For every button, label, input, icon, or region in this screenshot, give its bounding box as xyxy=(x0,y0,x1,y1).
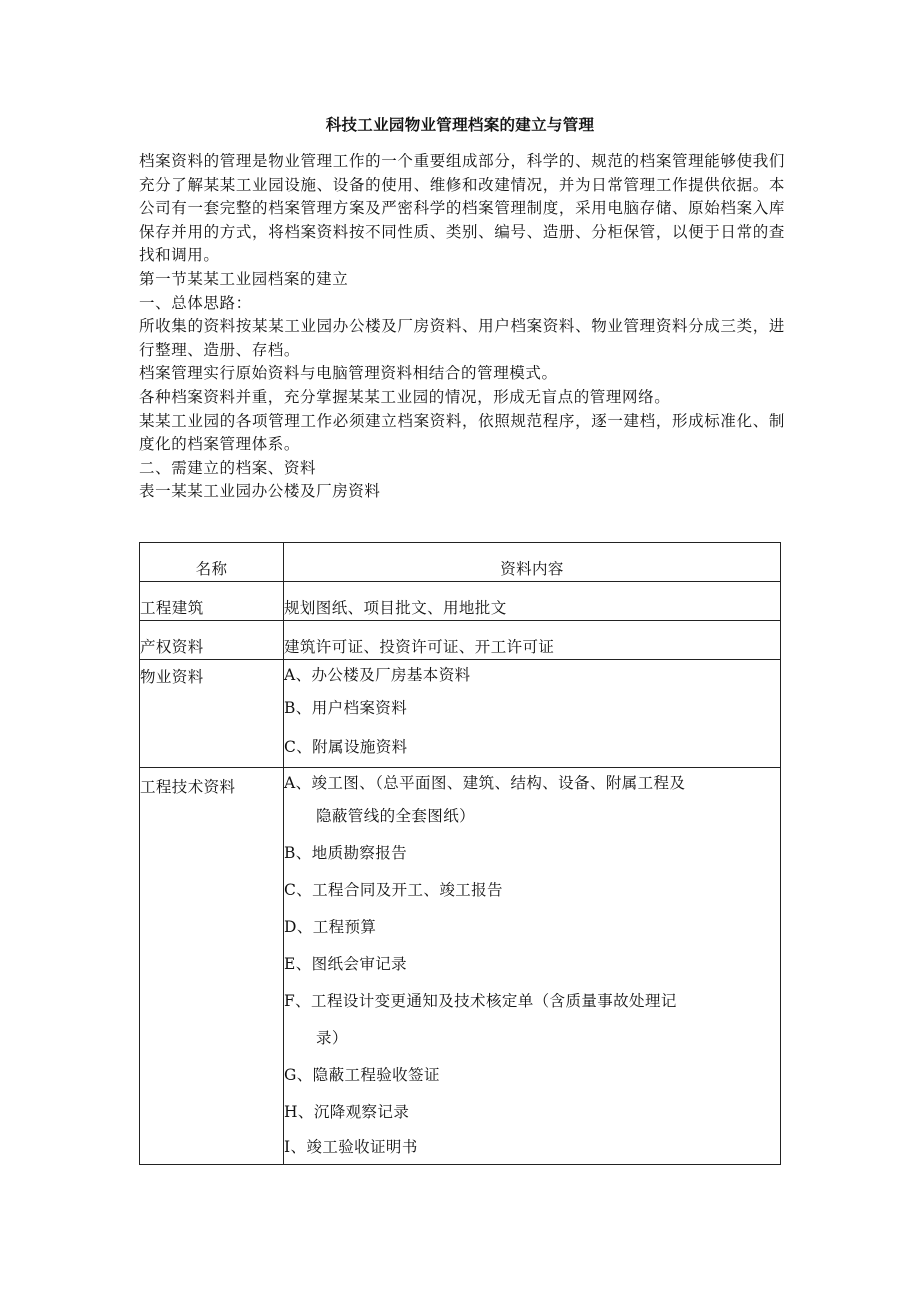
list-item: B、地质勘察报告 xyxy=(284,844,408,862)
row-name xyxy=(140,768,284,1165)
row-content: 建筑许可证、投资许可证、开工许可证 xyxy=(284,621,781,660)
subsection-heading: 一、总体思路： xyxy=(139,293,252,312)
table-row xyxy=(140,582,781,621)
table-header-content: 资料内容 xyxy=(284,543,781,582)
list-item: 隐蔽管线的全套图纸） xyxy=(316,807,476,825)
table-row xyxy=(140,660,781,768)
table-caption: 表一某某工业园办公楼及厂房资料 xyxy=(139,482,381,501)
table-header-row xyxy=(140,543,781,582)
row-content: 规划图纸、项目批文、用地批文 xyxy=(284,582,781,621)
list-item: D、工程预算 xyxy=(284,918,377,936)
row-name-text: 物业资料 xyxy=(140,668,204,686)
document-body xyxy=(139,150,785,504)
body-paragraph: 各种档案资料并重，充分掌握某某工业园的情况，形成无盲点的管理网络。 xyxy=(139,387,671,406)
list-item: C、附属设施资料 xyxy=(284,738,408,756)
list-item: 录） xyxy=(316,1029,348,1047)
list-item: A、办公楼及厂房基本资料 xyxy=(284,666,471,684)
subsection-heading: 二、需建立的档案、资料 xyxy=(139,458,317,477)
table-row xyxy=(140,768,781,1165)
document-title: 科技工业园物业管理档案的建立与管理 xyxy=(325,116,595,134)
list-item: H、沉降观察记录 xyxy=(284,1103,410,1121)
body-paragraph: 所收集的资料按某某工业园办公楼及厂房资料、用户档案资料、物业管理资料分成三类，进行整理、造册、存档。 xyxy=(139,317,785,359)
row-name xyxy=(140,660,284,768)
row-name-text: 工程技术资料 xyxy=(140,778,236,796)
row-name: 工程建筑 xyxy=(140,582,284,621)
item-list xyxy=(284,660,780,767)
list-item: B、用户档案资料 xyxy=(284,699,408,717)
list-item: C、工程合同及开工、竣工报告 xyxy=(284,881,503,899)
table-header-name: 名称 xyxy=(140,543,284,582)
row-content xyxy=(284,768,781,1165)
intro-paragraph: 档案资料的管理是物业管理工作的一个重要组成部分，科学的、规范的档案管理能够使我们充分了解某某工业园设施、设备的使用、维修和改建情况，并为日常管理工作提供依据。本公司有一套完整的档案管理方案及严密科学的档案管理制度，采用电脑存储、原始档案入库保存并用的方式，将档案资料按不同性质、类别、编号、造册、分柜保管，以便于日常的查找和调用。 xyxy=(139,152,785,265)
table-row xyxy=(140,621,781,660)
body-paragraph: 档案管理实行原始资料与电脑管理资料相结合的管理模式。 xyxy=(139,364,558,383)
body-paragraph: 某某工业园的各项管理工作必须建立档案资料，依照规范程序，逐一建档，形成标准化、制度化的档案管理体系。 xyxy=(139,411,785,454)
list-item: I、竣工验收证明书 xyxy=(284,1138,418,1156)
list-item: F、工程设计变更通知及技术核定单（含质量事故处理记 xyxy=(284,992,677,1010)
item-list xyxy=(284,768,780,1164)
archive-table xyxy=(139,542,781,1165)
section-heading: 第一节某某工业园档案的建立 xyxy=(139,269,349,288)
row-name: 产权资料 xyxy=(140,621,284,660)
list-item: A、竣工图、（总平面图、建筑、结构、设备、附属工程及 xyxy=(284,774,686,792)
list-item: E、图纸会审记录 xyxy=(284,955,408,973)
list-item: G、隐蔽工程验收签证 xyxy=(284,1066,440,1084)
row-content xyxy=(284,660,781,768)
